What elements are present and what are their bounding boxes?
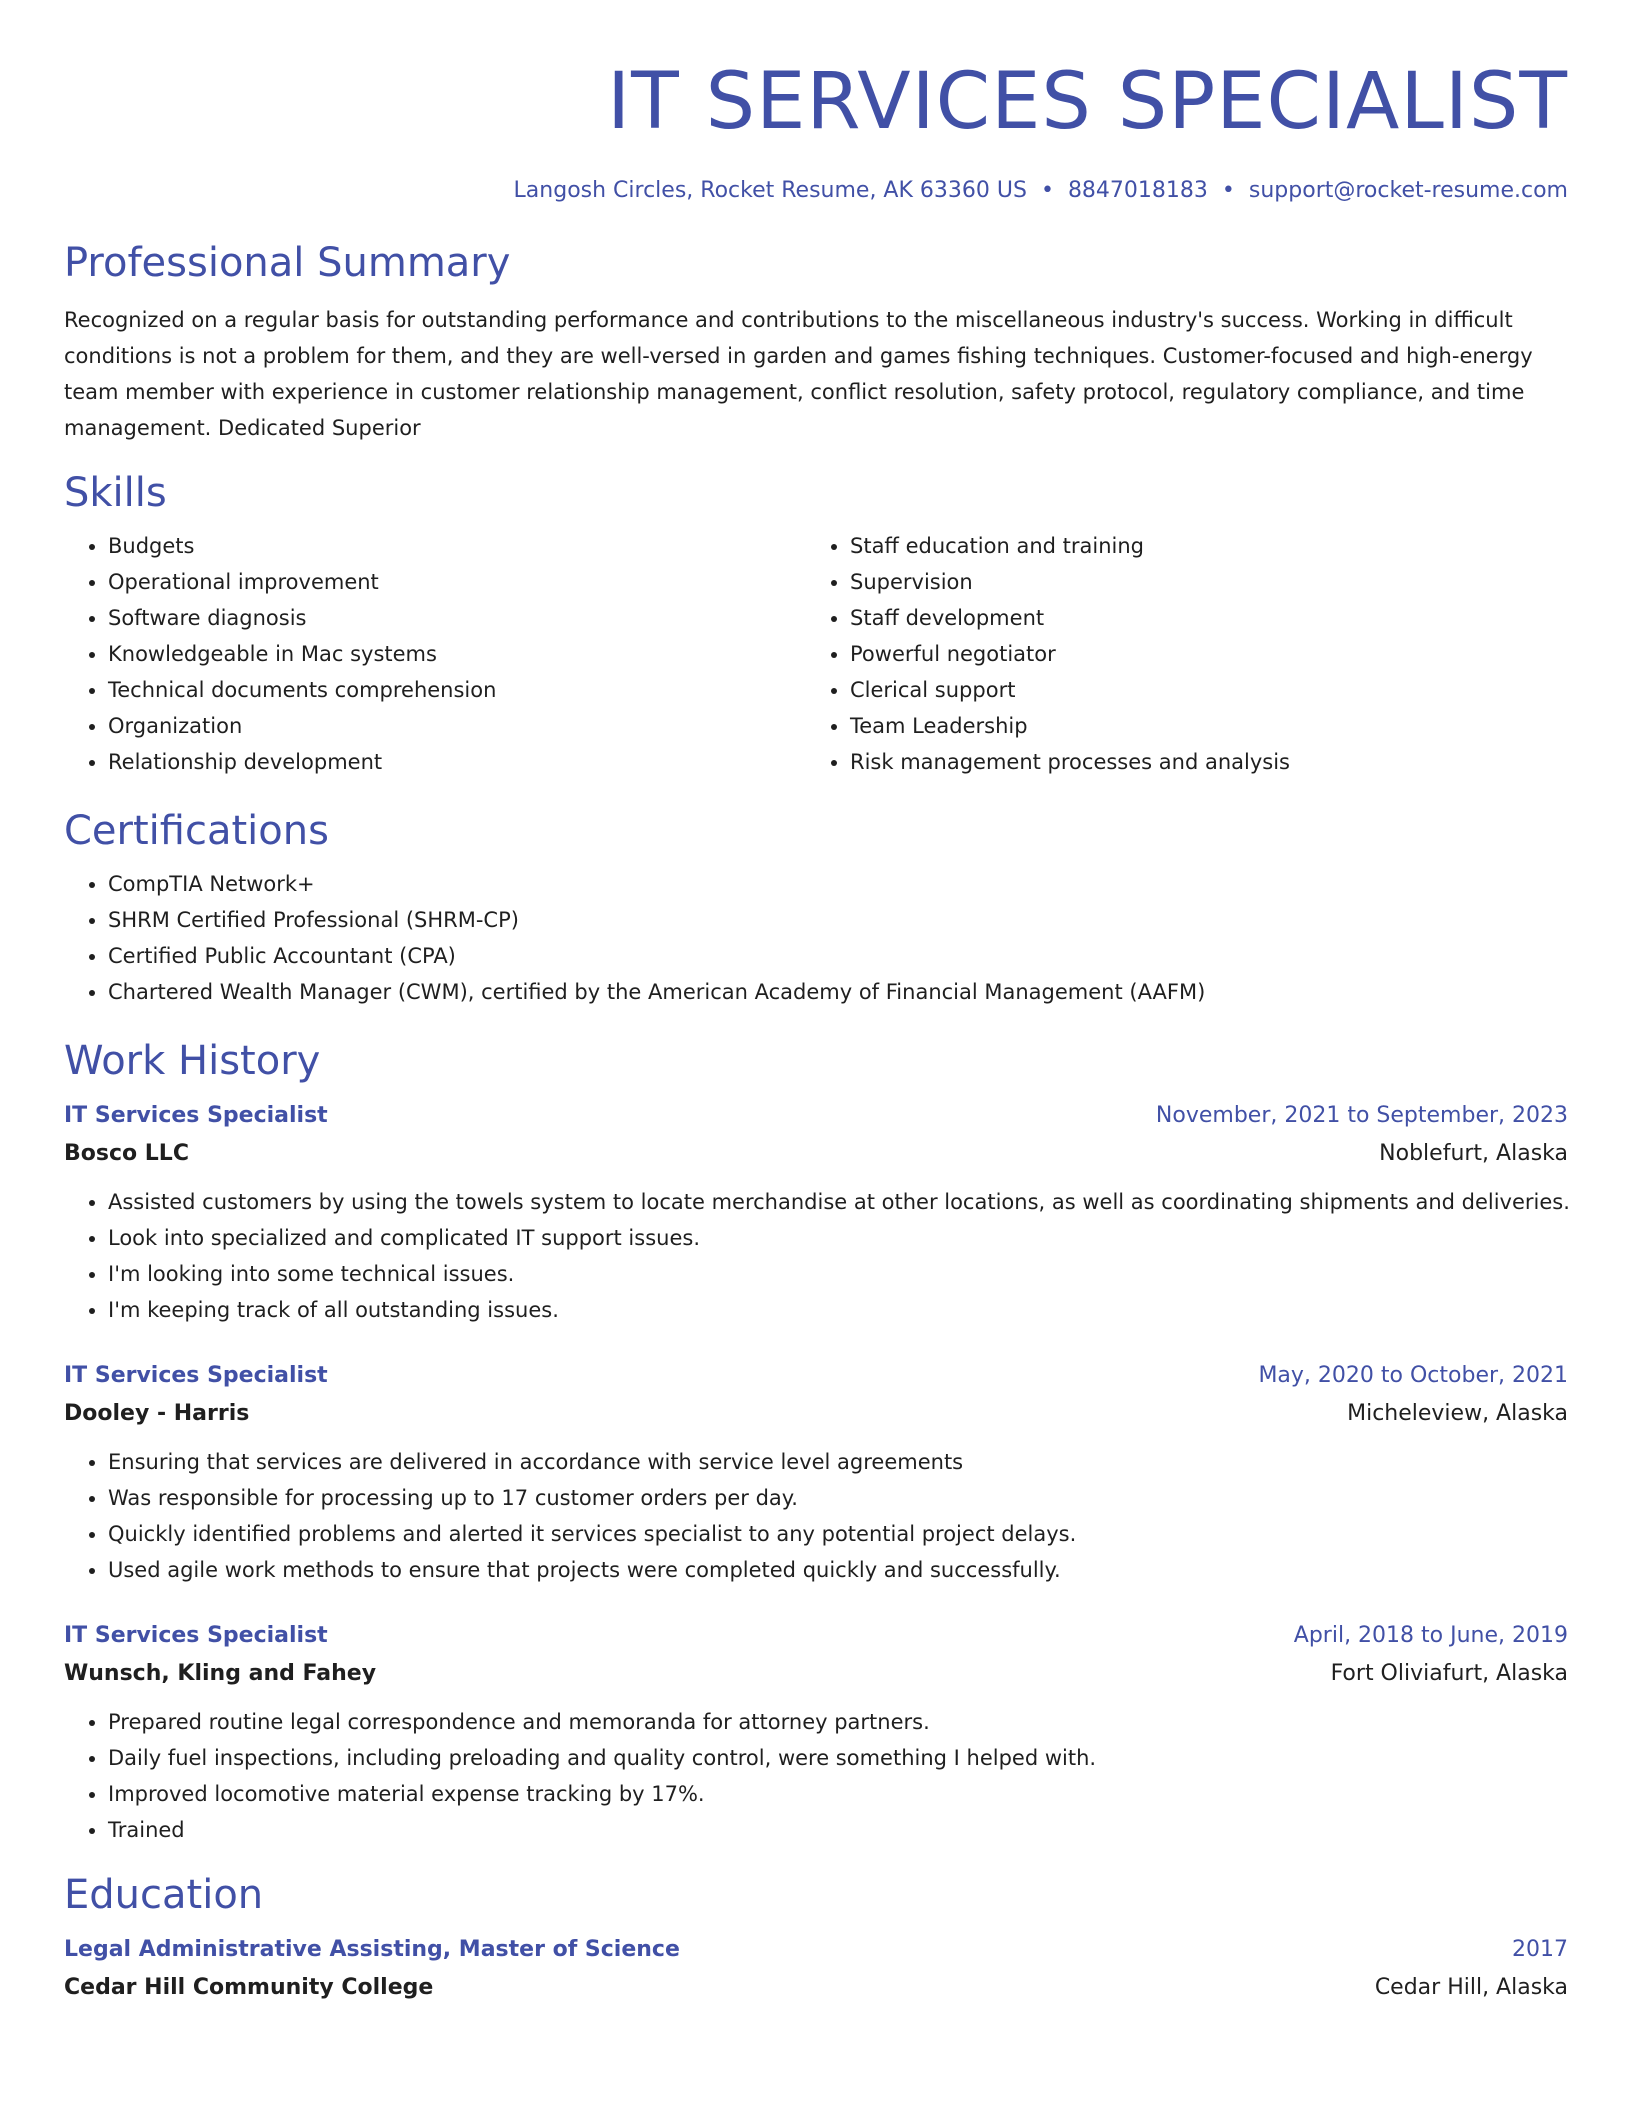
skill-item: • Technical documents comprehension bbox=[108, 672, 806, 708]
skills-section bbox=[64, 468, 1568, 780]
certifications-list bbox=[64, 866, 1568, 1010]
skill-item: • Operational improvement bbox=[108, 564, 806, 600]
skill-item: • Clerical support bbox=[850, 672, 1548, 708]
education-year: 2017 bbox=[1512, 1937, 1568, 1962]
job-bullet: • Improved locomotive material expense tracking by 17%. bbox=[108, 1776, 1568, 1812]
education-location: Cedar Hill, Alaska bbox=[1374, 1975, 1568, 2000]
skills-right-column bbox=[806, 528, 1548, 780]
job-dates: May, 2020 to October, 2021 bbox=[1258, 1363, 1568, 1388]
contact-email: support@rocket-resume.com bbox=[1248, 178, 1568, 203]
job-entry bbox=[64, 1098, 1568, 1328]
job-location: Fort Oliviafurt, Alaska bbox=[1330, 1661, 1568, 1686]
certification-item: • Certified Public Accountant (CPA) bbox=[108, 938, 1568, 974]
job-bullets bbox=[64, 1704, 1568, 1848]
job-bullet: • Look into specialized and complicated IT support issues. bbox=[108, 1220, 1568, 1256]
work-history-heading: Work History bbox=[64, 1038, 321, 1084]
skill-item: • Organization bbox=[108, 708, 806, 744]
skills-left-column bbox=[64, 528, 806, 780]
job-bullet: • Was responsible for processing up to 17 customer orders per day. bbox=[108, 1480, 1568, 1516]
summary-text: Recognized on a regular basis for outstanding performance and contributions to the miscellaneous industry's success. Working in difficult conditions is not a problem for them, and they are well-versed in garden and games fishing techniques. Customer-focused and high-energy team member with experience in customer relationship management, conflict resolution, safety protocol, regulatory compliance, and time management. Dedicated Superior bbox=[64, 308, 1533, 440]
skills-heading: Skills bbox=[64, 470, 167, 516]
skill-item: • Staff education and training bbox=[850, 528, 1548, 564]
skills-right-list bbox=[806, 528, 1548, 780]
job-header-row bbox=[64, 1358, 1568, 1394]
job-company: Dooley - Harris bbox=[64, 1401, 250, 1426]
summary-heading: Professional Summary bbox=[64, 240, 511, 286]
education-heading: Education bbox=[64, 1872, 264, 1918]
contact-line bbox=[64, 176, 1568, 206]
education-section bbox=[64, 1870, 1568, 2008]
education-header-row bbox=[64, 1932, 1568, 1968]
skills-columns bbox=[64, 528, 1568, 780]
contact-address: Langosh Circles, Rocket Resume, AK 63360 US bbox=[513, 178, 1027, 203]
contact-separator: • bbox=[1040, 178, 1054, 203]
job-title: IT Services Specialist bbox=[64, 1103, 328, 1128]
certification-item: • CompTIA Network+ bbox=[108, 866, 1568, 902]
job-title: IT Services Specialist bbox=[64, 1363, 328, 1388]
job-header-row bbox=[64, 1618, 1568, 1654]
skill-item: • Budgets bbox=[108, 528, 806, 564]
skill-item: • Staff development bbox=[850, 600, 1548, 636]
education-degree: Legal Administrative Assisting, Master of Science bbox=[64, 1937, 680, 1962]
job-location: Noblefurt, Alaska bbox=[1379, 1141, 1568, 1166]
job-entry bbox=[64, 1618, 1568, 1848]
summary-section bbox=[64, 238, 1568, 446]
skills-left-list bbox=[64, 528, 806, 780]
job-bullet: • Ensuring that services are delivered in accordance with service level agreements bbox=[108, 1444, 1568, 1480]
skill-item: • Relationship development bbox=[108, 744, 806, 780]
job-company-row bbox=[64, 1654, 1568, 1694]
skill-item: • Knowledgeable in Mac systems bbox=[108, 636, 806, 672]
certification-item: • Chartered Wealth Manager (CWM), certified by the American Academy of Financial Management (AAFM) bbox=[108, 974, 1568, 1010]
education-school: Cedar Hill Community College bbox=[64, 1975, 434, 2000]
education-entry bbox=[64, 1932, 1568, 2008]
education-school-row bbox=[64, 1968, 1568, 2008]
job-dates: April, 2018 to June, 2019 bbox=[1293, 1623, 1568, 1648]
job-bullet: • I'm keeping track of all outstanding issues. bbox=[108, 1292, 1568, 1328]
contact-separator: • bbox=[1221, 178, 1235, 203]
job-bullet: • Prepared routine legal correspondence and memoranda for attorney partners. bbox=[108, 1704, 1568, 1740]
job-header-row bbox=[64, 1098, 1568, 1134]
certification-item: • SHRM Certified Professional (SHRM-CP) bbox=[108, 902, 1568, 938]
job-title: IT Services Specialist bbox=[64, 1623, 328, 1648]
skill-item: • Powerful negotiator bbox=[850, 636, 1548, 672]
job-bullet: • Trained bbox=[108, 1812, 1568, 1848]
job-bullet: • I'm looking into some technical issues. bbox=[108, 1256, 1568, 1292]
job-dates: November, 2021 to September, 2023 bbox=[1155, 1103, 1568, 1128]
job-company: Wunsch, Kling and Fahey bbox=[64, 1661, 377, 1686]
skill-item: • Software diagnosis bbox=[108, 600, 806, 636]
job-entry bbox=[64, 1358, 1568, 1588]
job-location: Micheleview, Alaska bbox=[1347, 1401, 1568, 1426]
job-bullet: • Quickly identified problems and alerted it services specialist to any potential project delays. bbox=[108, 1516, 1568, 1552]
candidate-title: IT SERVICES SPECIALIST bbox=[607, 57, 1568, 147]
certifications-heading: Certifications bbox=[64, 808, 329, 854]
job-bullets bbox=[64, 1184, 1568, 1328]
job-company-row bbox=[64, 1134, 1568, 1174]
job-bullet: • Used agile work methods to ensure that projects were completed quickly and successfully. bbox=[108, 1552, 1568, 1588]
contact-phone: 8847018183 bbox=[1067, 178, 1208, 203]
job-bullet: • Assisted customers by using the towels system to locate merchandise at other locations, as well as coordinating shipments and deliveries. bbox=[108, 1184, 1568, 1220]
job-company-row bbox=[64, 1394, 1568, 1434]
skill-item: • Supervision bbox=[850, 564, 1548, 600]
job-company: Bosco LLC bbox=[64, 1141, 189, 1166]
work-history-section bbox=[64, 1036, 1568, 1848]
skill-item: • Team Leadership bbox=[850, 708, 1548, 744]
certifications-section bbox=[64, 806, 1568, 1010]
job-bullet: • Daily fuel inspections, including preloading and quality control, were something I helped with. bbox=[108, 1740, 1568, 1776]
skill-item: • Risk management processes and analysis bbox=[850, 744, 1548, 780]
job-bullets bbox=[64, 1444, 1568, 1588]
